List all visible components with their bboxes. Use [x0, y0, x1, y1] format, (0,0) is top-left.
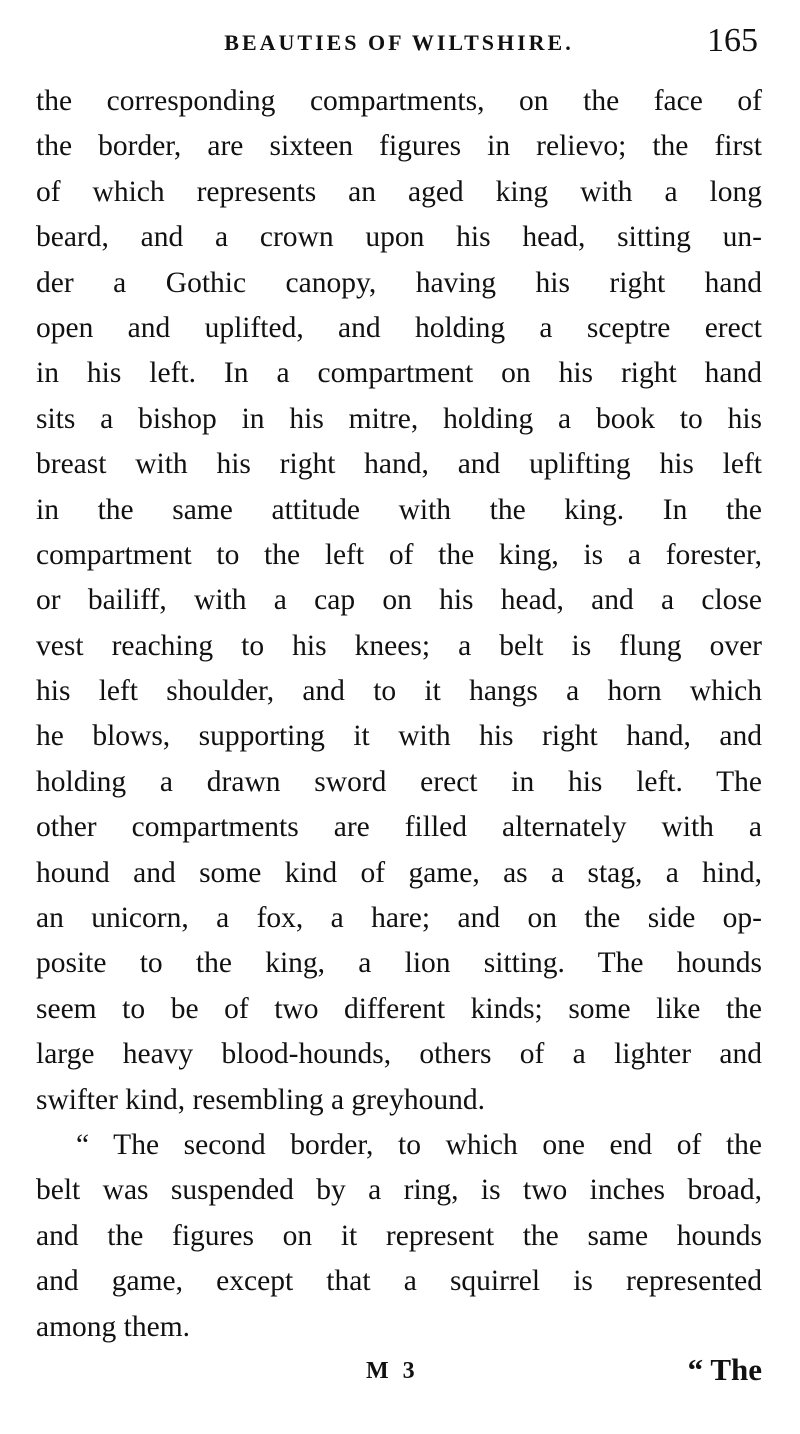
text-line: sits a bishop in his mitre, holding a book to his: [36, 402, 762, 435]
body-text: [36, 79, 762, 1350]
text-line: in the same attitude with the king. In the: [36, 493, 762, 526]
text-line: in his left. In a compartment on his right hand: [36, 357, 762, 390]
text-line: posite to the king, a lion sitting. The hounds: [36, 947, 762, 980]
text-line: vest reaching to his knees; a belt is flung over: [36, 629, 762, 662]
text-line: open and uplifted, and holding a sceptre erect: [36, 311, 762, 344]
text-line: among them.: [36, 1310, 191, 1343]
text-line: he blows, supporting it with his right hand, and: [36, 720, 762, 753]
page-header: [36, 22, 762, 66]
text-line: or bailiff, with a cap on his head, and a close: [36, 584, 762, 617]
text-line: hound and some kind of game, as a stag, a hind,: [36, 856, 762, 889]
page-number: 165: [707, 22, 758, 59]
text-line: holding a drawn sword erect in his left. The: [36, 765, 762, 798]
text-line: breast with his right hand, and uplifting his left: [36, 448, 762, 481]
text-line: other compartments are filled alternately with a: [36, 811, 762, 844]
text-line: “ The second border, to which one end of the: [76, 1128, 762, 1161]
signature-mark: M 3: [366, 1358, 419, 1384]
text-line: der a Gothic canopy, having his right hand: [36, 266, 762, 299]
text-line: seem to be of two different kinds; some like the: [36, 992, 762, 1025]
text-line: beard, and a crown upon his head, sitting un-: [36, 221, 762, 254]
catchword: “ The: [687, 1352, 762, 1387]
text-line: his left shoulder, and to it hangs a horn which: [36, 675, 762, 708]
text-line: compartment to the left of the king, is a forester,: [36, 538, 762, 571]
page-footer: [36, 1352, 762, 1402]
text-line: of which represents an aged king with a long: [36, 175, 762, 208]
text-line: an unicorn, a fox, a hare; and on the side op-: [36, 902, 762, 935]
text-line: the corresponding compartments, on the face of: [36, 85, 762, 117]
text-line: swifter kind, resembling a greyhound.: [36, 1083, 485, 1116]
text-line: and the figures on it represent the same hounds: [36, 1219, 762, 1252]
text-line: belt was suspended by a ring, is two inches broad,: [36, 1174, 762, 1207]
text-line: the border, are sixteen figures in relievo; the first: [36, 130, 762, 163]
text-line: and game, except that a squirrel is represented: [36, 1265, 762, 1298]
running-head: BEAUTIES OF WILTSHIRE.: [224, 30, 574, 55]
text-line: large heavy blood-hounds, others of a lighter and: [36, 1038, 762, 1071]
